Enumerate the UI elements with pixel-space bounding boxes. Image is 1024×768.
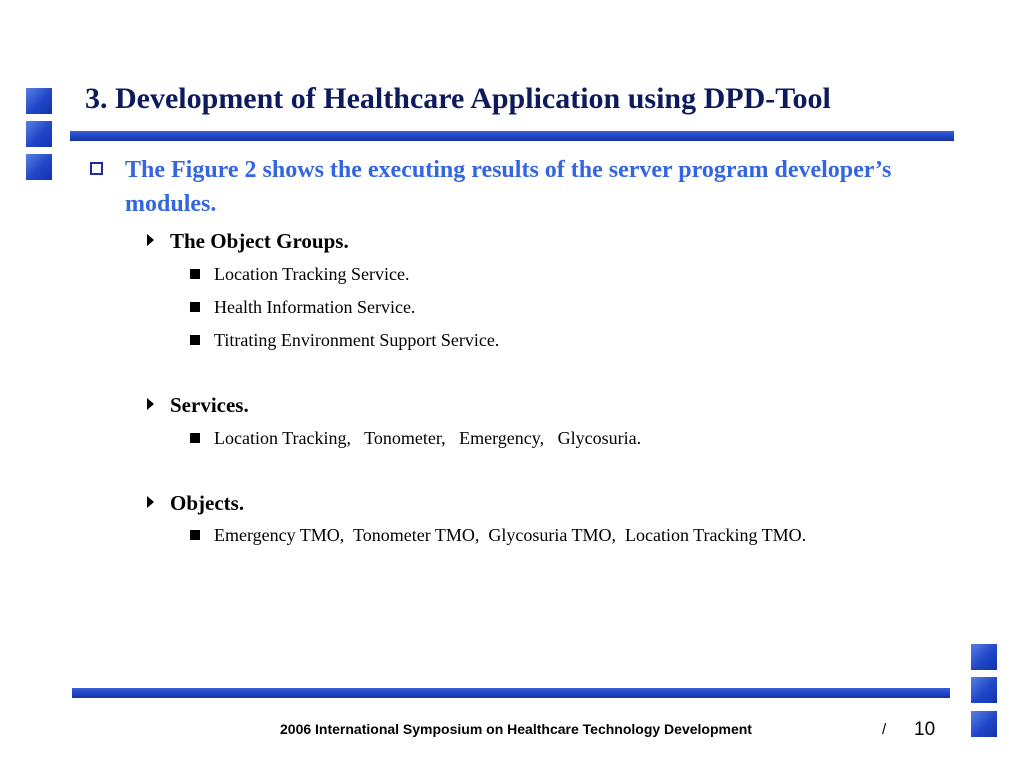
list-item-text: Location Tracking, Tonometer, Emergency, Glycosuria. xyxy=(214,428,642,448)
hollow-square-bullet-icon xyxy=(90,162,103,175)
decor-square-bottom-3 xyxy=(971,711,997,737)
decor-square-top-1 xyxy=(26,88,52,114)
list-item xyxy=(190,525,806,546)
section-heading-services xyxy=(147,393,249,418)
square-bullet-icon xyxy=(190,335,200,345)
slide-title: 3. Development of Healthcare Application using DPD-Tool xyxy=(85,82,831,115)
list-item xyxy=(190,428,641,449)
decor-square-top-3 xyxy=(26,154,52,180)
triangle-bullet-icon xyxy=(147,496,154,508)
decor-square-bottom-2 xyxy=(971,677,997,703)
list-item-text: Titrating Environment Support Service. xyxy=(214,330,500,350)
section-heading-object-groups xyxy=(147,229,349,254)
title-underline xyxy=(70,131,954,141)
decor-square-bottom-1 xyxy=(971,644,997,670)
intro-bullet xyxy=(90,153,920,221)
section-heading-text: Objects. xyxy=(170,491,245,515)
triangle-bullet-icon xyxy=(147,234,154,246)
triangle-bullet-icon xyxy=(147,398,154,410)
square-bullet-icon xyxy=(190,433,200,443)
section-heading-text: Services. xyxy=(170,393,249,417)
list-item xyxy=(190,330,499,351)
list-item xyxy=(190,297,415,318)
list-item xyxy=(190,264,409,285)
square-bullet-icon xyxy=(190,302,200,312)
page-number: 10 xyxy=(914,719,936,740)
intro-text: The Figure 2 shows the executing results of the server program developer’s modules. xyxy=(125,157,892,217)
list-item-text: Health Information Service. xyxy=(214,297,416,317)
list-item-text: Location Tracking Service. xyxy=(214,264,410,284)
square-bullet-icon xyxy=(190,269,200,279)
square-bullet-icon xyxy=(190,530,200,540)
list-item-text: Emergency TMO, Tonometer TMO, Glycosuria TMO, Location Tracking TMO. xyxy=(214,525,807,545)
section-heading-text: The Object Groups. xyxy=(170,229,349,253)
footer-event-name: 2006 International Symposium on Healthcare Technology Development xyxy=(280,721,752,737)
section-heading-objects xyxy=(147,491,244,516)
footer-separator: / xyxy=(882,721,887,738)
decor-square-top-2 xyxy=(26,121,52,147)
footer-rule xyxy=(72,688,950,698)
